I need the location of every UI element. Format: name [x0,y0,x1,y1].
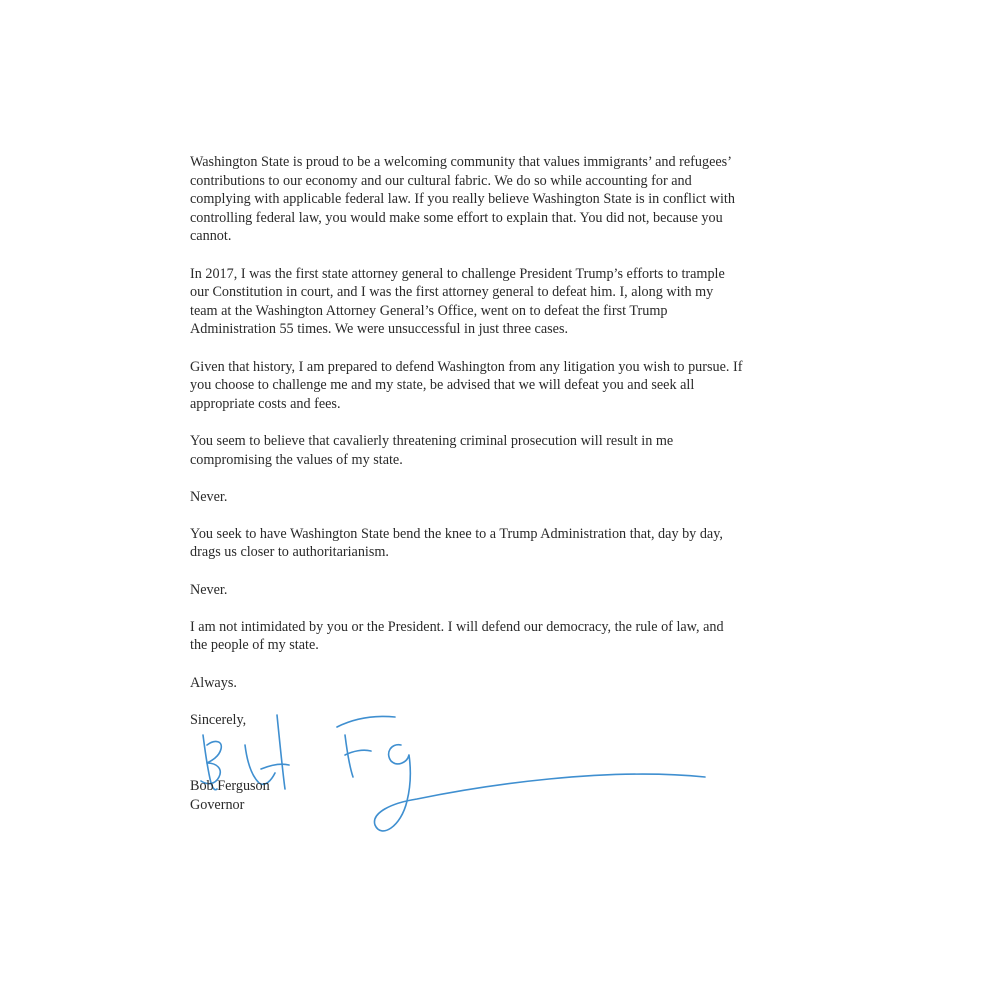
paragraph-not-intimidated: I am not intimidated by you or the President. I will defend our democracy, the rule of law, and the people of my state. [190,618,724,654]
paragraph-always: Always. [190,674,237,691]
paragraph-never-1: Never. [190,488,228,505]
letter-body [190,153,830,729]
paragraph-never-2: Never. [190,581,228,598]
closing-salutation: Sincerely, [190,711,247,728]
paragraph-threatening-prosecution: You seem to believe that cavalierly threatening criminal prosecution will result in me compromising the values of my state. [190,432,674,468]
signer-name: Bob Ferguson [190,778,270,794]
paragraph-prepared-to-defend: Given that history, I am prepared to defend Washington from any litigation you wish to pursue. If you choose to challenge me and my state, be advised that we will defeat you and seek all appropriate costs and fees. [190,358,743,412]
signer-block [190,777,270,815]
paragraph-welcoming-community: Washington State is proud to be a welcoming community that values immigrants’ and refugees’ contributions to our economy and our cultural fabric. We do so while accounting for and complying with applicable federal law. If you really believe Washington State is in conflict with controlling federal law, you would make some effort to explain that. You did not, because you cannot. [190,154,735,245]
paragraph-bend-the-knee: You seek to have Washington State bend the knee to a Trump Administration that, day by day, drags us closer to authoritarianism. [190,525,723,561]
signer-title: Governor [190,797,245,813]
paragraph-2017-history: In 2017, I was the first state attorney general to challenge President Trump’s efforts to trample our Constitution in court, and I was the first attorney general to defeat him. I, along with my team at the Washington Attorney General’s Office, went on to defeat the first Trump Administration 55 times. We were unsuccessful in just three cases. [190,265,725,338]
